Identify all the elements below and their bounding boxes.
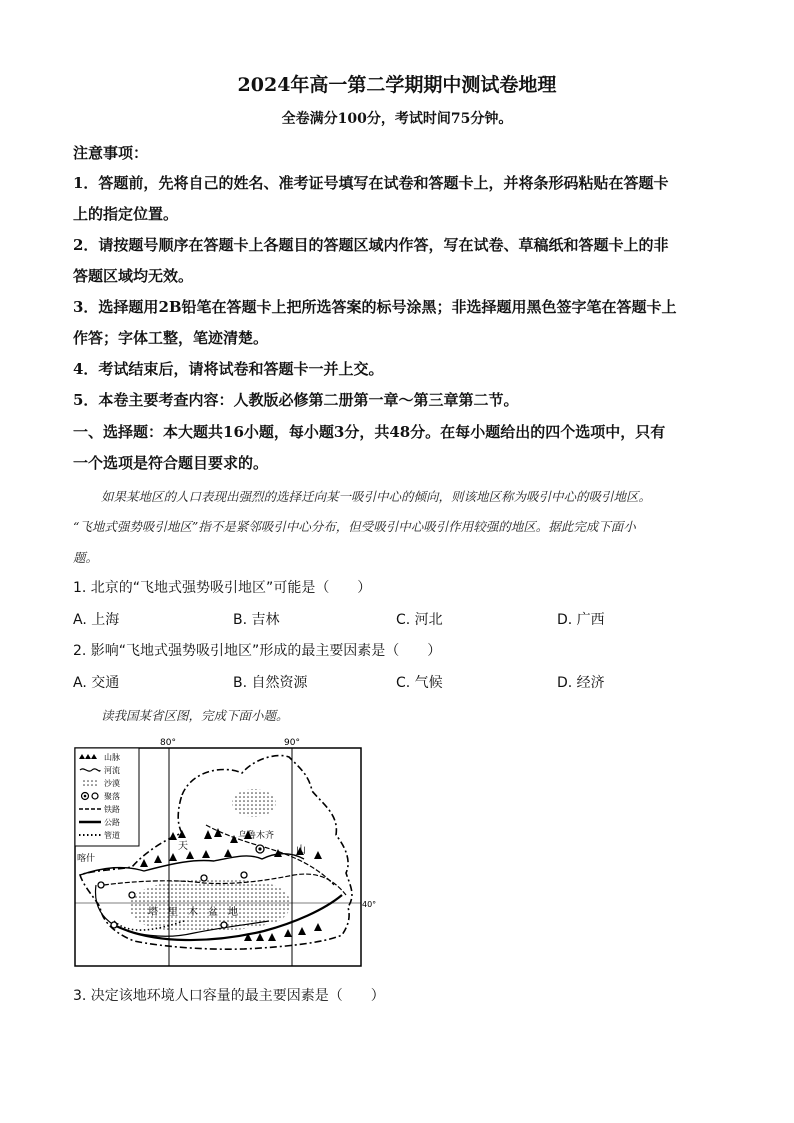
notice-line: 答题区域均无效。 [73, 267, 194, 285]
svg-text:管道: 管道 [104, 831, 120, 840]
svg-text:聚落: 聚落 [104, 792, 120, 801]
option-c[interactable]: C. 气候 [396, 675, 443, 691]
question-stem: 1. 北京的“飞地式强势吸引地区”可能是（ ） [73, 580, 372, 596]
notice-line: 作答；字体工整，笔迹清楚。 [73, 329, 269, 347]
settlement [221, 922, 227, 928]
label-kashgar: 喀什 [77, 854, 96, 864]
passage-line: 如果某地区的人口表现出强烈的选择迁向某一吸引中心的倾向，则该地区称为吸引中心的吸引地区。 [101, 489, 652, 504]
svg-text:河流: 河流 [104, 766, 120, 775]
option-d[interactable]: D. 经济 [557, 675, 605, 691]
label-shan: 山 [296, 845, 306, 856]
svg-text:沙漠: 沙漠 [104, 779, 120, 788]
lon-label-90: 90° [284, 738, 300, 748]
exam-info: 全卷满分100分，考试时间75分钟。 [281, 111, 513, 127]
option-b[interactable]: B. 吉林 [233, 612, 280, 628]
notice-line: 2．请按题号顺序在答题卡上各题目的答题区域内作答，写在试卷、草稿纸和答题卡上的非 [73, 236, 669, 254]
svg-text:铁路: 铁路 [104, 805, 120, 814]
passage-line: 读我国某省区图，完成下面小题。 [101, 708, 289, 723]
page-title: 2024年高一第二学期期中测试卷地理 [237, 74, 557, 96]
desert-taklimakan [129, 878, 290, 931]
settlement-kashgar [98, 882, 104, 888]
option-d[interactable]: D. 广西 [557, 612, 605, 628]
notice-line: 4．考试结束后，请将试卷和答题卡一并上交。 [73, 360, 384, 378]
lat-label-40: 40° [362, 900, 377, 909]
notice-line: 3．选择题用2B铅笔在答题卡上把所选答案的标号涂黑；非选择题用黑色签字笔在答题卡上 [73, 298, 677, 316]
label-urumqi: 乌鲁木齐 [238, 831, 275, 841]
settlement [241, 872, 247, 878]
option-a[interactable]: A. 交通 [73, 675, 120, 691]
passage-line: “飞地式强势吸引地区”指不是紧邻吸引中心分布，但受吸引中心吸引作用较强的地区。据此完成下面小 [73, 519, 636, 534]
svg-text:公路: 公路 [104, 818, 120, 827]
settlement [111, 922, 117, 928]
label-tian: 天 [178, 841, 188, 852]
question-stem: 3. 决定该地环境人口容量的最主要因素是（ ） [73, 988, 385, 1004]
label-basin: 里 [168, 907, 178, 918]
label-basin: 地 [228, 907, 238, 918]
mountain-icon [79, 754, 97, 759]
passage-line: 题。 [73, 550, 99, 565]
section-heading: 一、选择题：本大题共16小题，每小题3分，共48分。在每小题给出的四个选项中，只有 [73, 423, 666, 441]
settlement [129, 892, 135, 898]
settlement [201, 875, 207, 881]
notice-line: 上的指定位置。 [73, 205, 179, 223]
lon-label-80: 80° [160, 738, 176, 748]
notice-line: 5．本卷主要考查内容：人教版必修第二册第一章～第三章第二节。 [73, 391, 519, 409]
desert-junggar [232, 789, 276, 817]
option-a[interactable]: A. 上海 [73, 612, 120, 628]
province-map [74, 735, 377, 967]
notice-line: 1．答题前，先将自己的姓名、准考证号填写在试卷和答题卡上，并将条形码粘贴在答题卡 [73, 174, 669, 192]
map-legend [75, 748, 139, 846]
svg-text:山脉: 山脉 [104, 753, 120, 762]
label-basin: 盆 [208, 907, 218, 918]
section-heading: 一个选项是符合题目要求的。 [73, 454, 269, 472]
label-basin: 塔 [148, 907, 158, 918]
option-b[interactable]: B. 自然资源 [233, 675, 308, 691]
option-c[interactable]: C. 河北 [396, 612, 443, 628]
notice-heading: 注意事项： [73, 144, 149, 162]
label-basin: 木 [188, 907, 198, 918]
desert-icon [82, 779, 98, 786]
question-stem: 2. 影响“飞地式强势吸引地区”形成的最主要因素是（ ） [73, 643, 442, 659]
